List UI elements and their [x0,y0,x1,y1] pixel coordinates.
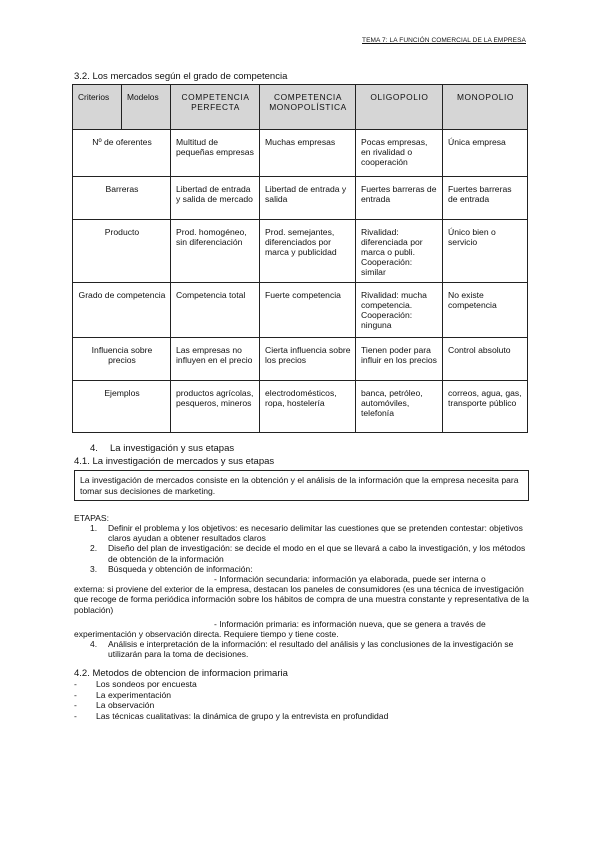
row-label: Grado de competencia [73,283,171,338]
table-cell: correos, agua, gas, transporte público [443,381,528,433]
header-monopolio: MONOPOLIO [443,85,528,130]
table-cell: Fuertes barreras de entrada [443,177,528,220]
table-cell: Las empresas no influyen en el precio [171,338,260,381]
table-cell: Fuerte competencia [260,283,356,338]
step-text: Análisis e interpretación de la información: el resultado del análisis y las conclusiones de la investigación se utilizarán para la toma de decisiones. [108,639,514,660]
table-cell: productos agrícolas, pesqueros, mineros [171,381,260,433]
table-cell: Tienen poder para influir en los precios [356,338,443,381]
header-oligopolio: OLIGOPOLIO [356,85,443,130]
section-heading-4 [90,443,234,454]
table-cell: Multitud de pequeñas empresas [171,130,260,177]
table-cell: Prod. homogéneo, sin diferenciación [171,220,260,283]
table-cell: Único bien o servicio [443,220,528,283]
list-item: - La observación [74,700,155,711]
table-cell: banca, petróleo, automóviles, telefonía [356,381,443,433]
table-cell: Prod. semejantes, diferenciados por marca y publicidad [260,220,356,283]
step-text: Definir el problema y los objetivos: es necesario delimitar las cuestiones que se pretenden contestar: objetivos claros ayudan a obtener resultados claros [108,523,523,544]
step-number: 1. [90,523,98,533]
table-cell: Cierta influencia sobre los precios [260,338,356,381]
list-item [74,639,534,659]
definition-box: La investigación de mercados consiste en la obtención y el análisis de la información que la empresa necesita para tomar sus decisiones de marketing. [74,470,529,501]
table-row [73,283,528,338]
list-item: - La experimentación [74,689,172,700]
table-row [73,130,528,177]
table-cell: Pocas empresas, en rivalidad o cooperación [356,130,443,177]
row-label: Barreras [73,177,171,220]
list-item-text: Las técnicas cualitativas: la dinámica de grupo y la entrevista en profundidad [96,710,389,721]
table-cell: Control absoluto [443,338,528,381]
row-label: Ejemplos [73,381,171,433]
list-item [74,564,534,574]
header-competencia-monopolistica: COMPETENCIA MONOPOLÍSTICA [260,85,356,130]
table-cell: Rivalidad: mucha competencia. Cooperación: ninguna [356,283,443,338]
row-label: Influencia sobre precios [73,338,171,381]
header-competencia-perfecta: COMPETENCIA PERFECTA [171,85,260,130]
section-title-4-2: 4.2. Metodos de obtencion de informacion primaria [74,668,288,679]
table-header-row [73,85,528,130]
table-cell: Única empresa [443,130,528,177]
list-item [74,523,534,543]
market-competition-table [72,84,528,433]
table-cell: Competencia total [171,283,260,338]
info-primaria-line: - Información primaria: es información nueva, que se genera a través de [214,618,486,629]
step-number: 3. [90,563,98,574]
header-criterios: Criterios [73,85,122,130]
step-text: Búsqueda y obtención de información: [108,563,253,574]
metodos-list [74,679,388,721]
table-cell: Libertad de entrada y salida de mercado [171,177,260,220]
table-cell: No existe competencia [443,283,528,338]
header-modelos: Modelos [122,85,171,130]
step-text: Diseño del plan de investigación: se decide el modo en el que se llevará a cabo la investigación, y los métodos de obtención de la información [108,543,526,564]
section-number: 4. [90,443,98,454]
list-item: - Los sondeos por encuesta [74,679,197,689]
table-row [73,177,528,220]
table-cell: electrodomésticos, ropa, hostelería [260,381,356,433]
step-number: 4. [90,639,98,650]
table-row [73,381,528,433]
section-text: La investigación y sus etapas [110,443,235,454]
list-item-text: La observación [96,700,155,711]
section-title-3-2: 3.2. Los mercados según el grado de competencia [74,71,288,82]
row-label: Nº de oferentes [73,130,171,177]
etapas-label: ETAPAS: [74,513,110,523]
table-cell: Fuertes barreras de entrada [356,177,443,220]
list-item [74,543,534,563]
list-item-text: Los sondeos por encuesta [96,679,197,689]
table-row [73,220,528,283]
info-secundaria-text: externa: si proviene del exterior de la empresa, destacan los paneles de consumidores (es una técnica de investigación que recoge de forma periódica información sobre los hábitos de compra de una muestra constante y representativa de la población) [74,584,530,615]
info-primaria-text: experimentación y observación directa. Requiere tiempo y tiene coste. [74,629,339,640]
list-item-text: La experimentación [96,689,172,700]
list-item: - Las técnicas cualitativas: la dinámica de grupo y la entrevista en profundidad [74,710,389,721]
section-title-4-1: 4.1. La investigación de mercados y sus etapas [74,456,275,467]
table-cell: Libertad de entrada y salida [260,177,356,220]
step-number: 2. [90,543,98,554]
table-cell: Muchas empresas [260,130,356,177]
table-row [73,338,528,381]
table-cell: Rivalidad: diferenciada por marca o publi. Cooperación: similar [356,220,443,283]
etapas-list [74,523,534,660]
page-header: TEMA 7: LA FUNCIÓN COMERCIAL DE LA EMPRESA [362,37,526,44]
row-label: Producto [73,220,171,283]
info-secundaria-line: - Información secundaria: información ya elaborada, puede ser interna o [214,574,486,585]
